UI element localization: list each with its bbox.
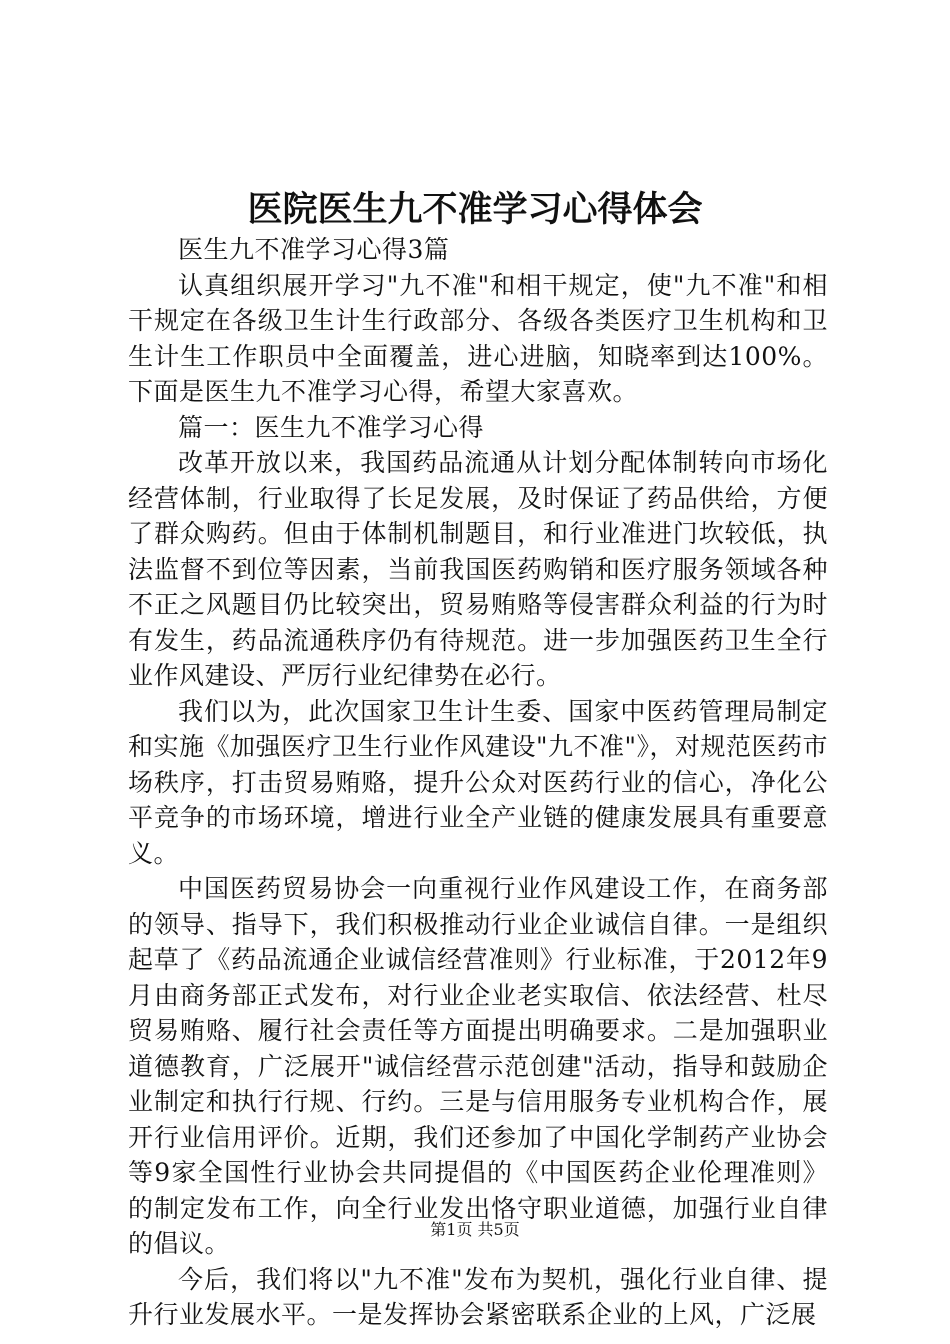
paragraph-body: 中国医药贸易协会一向重视行业作风建设工作，在商务部的领导、指导下，我们积极推动行业企业诚信自律。一是组织起草了《药品流通企业诚信经营准则》行业标准，于2012年9月由商务部正式发布，对行业企业老实取信、依法经营、杜尽贸易贿赂、履行社会责任等方面提出明确要求。二是加强职业道德教育，广泛展开"诚信经营示范创建"活动，指导和鼓励企业制定和执行行规、行约。三是与信用服务专业机构合作，展开行业信用评价。近期，我们还参加了中国化学制药产业协会等9家全国性行业协会共同提倡的《中国医药企业伦理准则》的制定发布工作，向全行业发出恪守职业道德，加强行业自律的倡议。 <box>128 874 828 1258</box>
paragraph-subtitle: 医生九不准学习心得3篇 <box>178 235 450 264</box>
document-title: 医院医生九不准学习心得体会 <box>247 189 703 230</box>
document-body <box>128 232 828 1333</box>
paragraph-intro: 认真组织展开学习"九不准"和相干规定，使"九不准"和相干规定在各级卫生计生行政部分、各级各类医疗卫生机构和卫生计生工作职员中全面覆盖，进心进脑，知晓率到达100%。下面是医生九不准学习心得，希望大家喜欢。 <box>128 270 828 406</box>
paragraph-section-heading: 篇一：医生九不准学习心得 <box>178 412 485 442</box>
paragraph-body: 改革开放以来，我国药品流通从计划分配体制转向市场化经营体制，行业取得了长足发展，及时保证了药品供给，方便了群众购药。但由于体制机制题目，和行业准进门坎较低，执法监督不到位等因素，当前我国医药购销和医疗服务领域各种不正之风题目仍比较突出，贸易贿赂等侵害群众利益的行为时有发生，药品流通秩序仍有待规范。进一步加强医药卫生全行业作风建设、严厉行业纪律势在必行。 <box>128 448 828 690</box>
paragraph-body: 今后，我们将以"九不准"发布为契机，强化行业自律、提升行业发展水平。一是发挥协会紧密联系企业的上风，广泛展 <box>128 1264 828 1329</box>
page-footer: 第1页 共5页 <box>430 1220 520 1239</box>
paragraph-body: 我们以为，此次国家卫生计生委、国家中医药管理局制定和实施《加强医疗卫生行业作风建设"九不准"》，对规范医药市场秩序，打击贸易贿赂，提升公众对医药行业的信心，净化公平竞争的市场环境，增进行业全产业链的健康发展具有重要意义。 <box>128 696 829 868</box>
